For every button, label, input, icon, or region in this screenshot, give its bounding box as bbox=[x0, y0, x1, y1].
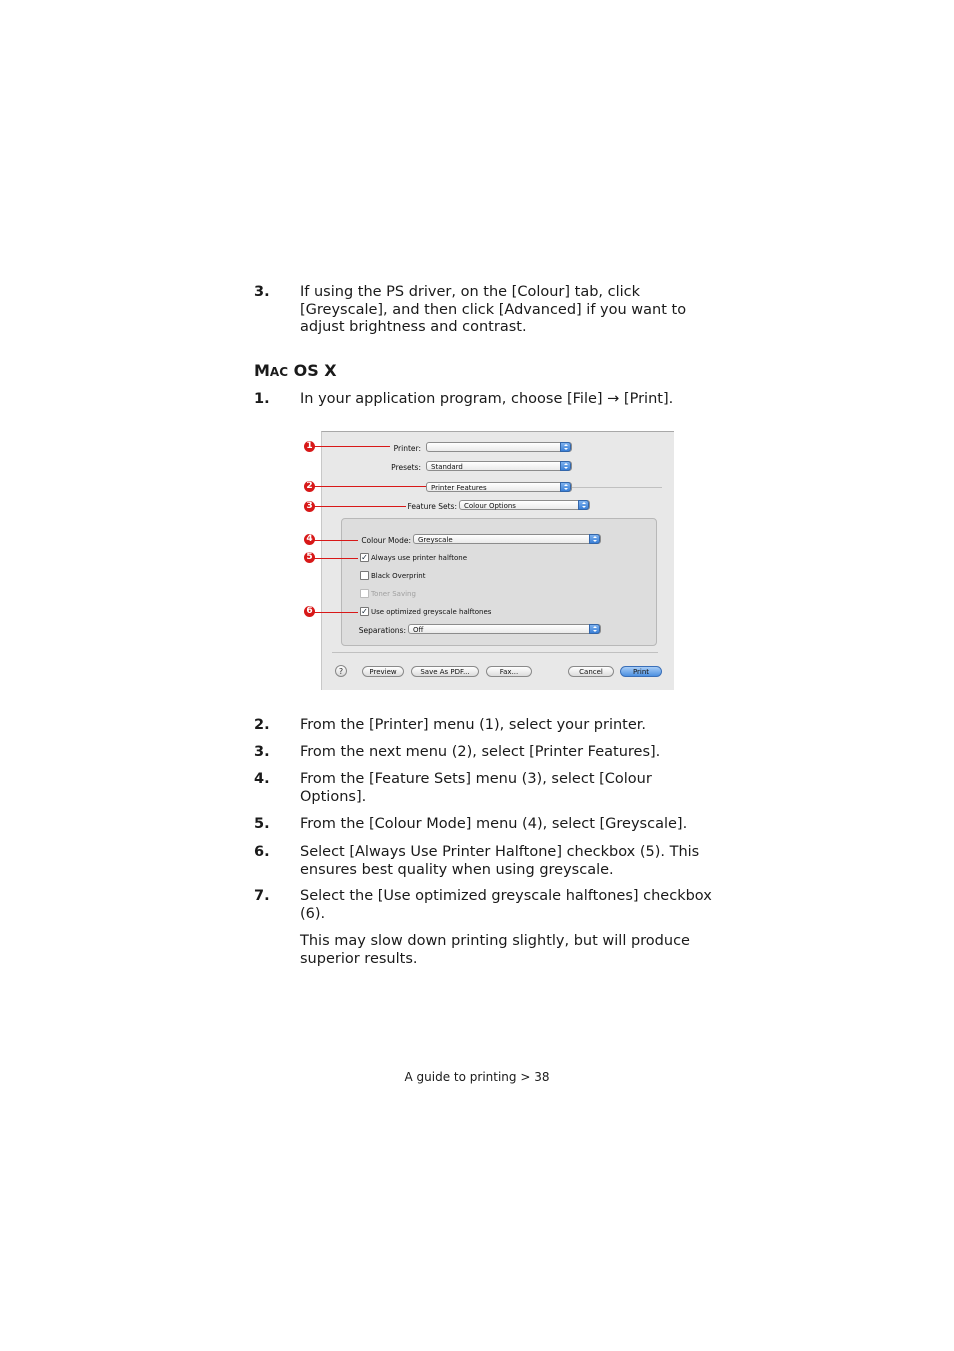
callout-3-icon: 3 bbox=[304, 501, 315, 512]
halftone-checkbox-label: Always use printer halftone bbox=[371, 554, 468, 562]
step-number: 3. bbox=[254, 284, 270, 300]
print-dialog-screenshot bbox=[321, 431, 674, 690]
cancel-button[interactable]: Cancel bbox=[568, 666, 614, 677]
feature-sets-label: Feature Sets: bbox=[407, 502, 457, 511]
page-footer: A guide to printing > 38 bbox=[404, 1070, 550, 1084]
panel-menu-popup[interactable]: Printer Features bbox=[426, 482, 572, 492]
preview-button[interactable]: Preview bbox=[362, 666, 404, 677]
callout-line bbox=[310, 612, 358, 613]
note-paragraph: This may slow down printing slightly, but will produce superior results. bbox=[300, 933, 690, 967]
colour-mode-popup[interactable]: Greyscale bbox=[413, 534, 601, 544]
colour-mode-label: Colour Mode: bbox=[361, 536, 411, 545]
toner-saving-label: Toner Saving bbox=[371, 590, 416, 598]
save-as-pdf-button[interactable]: Save As PDF... bbox=[411, 666, 479, 677]
callout-line bbox=[310, 558, 358, 559]
popup-arrows-icon bbox=[589, 534, 600, 544]
popup-arrows-icon bbox=[560, 482, 571, 492]
step-number: 2. bbox=[254, 717, 270, 733]
toner-saving-checkbox bbox=[360, 589, 369, 598]
step-text: From the next menu (2), select [Printer Features]. bbox=[300, 744, 661, 760]
callout-line bbox=[310, 506, 406, 507]
callout-line bbox=[310, 486, 426, 487]
step-text: From the [Colour Mode] menu (4), select [Greyscale]. bbox=[300, 816, 688, 832]
step-number: 3. bbox=[254, 744, 270, 760]
step-text: Select [Always Use Printer Halftone] checkbox (5). This ensures best quality when using greyscale. bbox=[300, 844, 700, 878]
step-text: From the [Printer] menu (1), select your printer. bbox=[300, 717, 647, 733]
step-text: Select the [Use optimized greyscale halftones] checkbox (6). bbox=[300, 888, 712, 922]
popup-arrows-icon bbox=[578, 500, 589, 510]
step-number: 7. bbox=[254, 888, 270, 904]
callout-6-icon: 6 bbox=[304, 606, 315, 617]
callout-4-icon: 4 bbox=[304, 534, 315, 545]
divider bbox=[332, 652, 658, 653]
step-text: If using the PS driver, on the [Colour] tab, click [Greyscale], and then click [Advanced] if you want to adjust brightness and contrast. bbox=[300, 284, 687, 335]
popup-arrows-icon bbox=[589, 624, 600, 634]
popup-arrows-icon bbox=[560, 442, 571, 452]
printer-label: Printer: bbox=[393, 444, 421, 453]
black-overprint-label: Black Overprint bbox=[371, 572, 426, 580]
step-text: In your application program, choose [File] → [Print]. bbox=[300, 391, 674, 407]
presets-popup[interactable]: Standard bbox=[426, 461, 572, 471]
step-number: 1. bbox=[254, 391, 270, 407]
callout-line bbox=[310, 446, 390, 447]
printer-popup[interactable] bbox=[426, 442, 572, 452]
step-number: 5. bbox=[254, 816, 270, 832]
print-button[interactable]: Print bbox=[620, 666, 662, 677]
separations-label: Separations: bbox=[358, 626, 406, 635]
fax-button[interactable]: Fax... bbox=[486, 666, 532, 677]
callout-2-icon: 2 bbox=[304, 481, 315, 492]
section-heading: MAC OS X bbox=[254, 361, 337, 380]
black-overprint-checkbox[interactable] bbox=[360, 571, 369, 580]
optimized-halftones-label: Use optimized greyscale halftones bbox=[371, 608, 492, 616]
halftone-checkbox[interactable]: ✓ bbox=[361, 553, 368, 562]
separations-popup[interactable]: Off bbox=[408, 624, 601, 634]
step-number: 6. bbox=[254, 844, 270, 860]
callout-5-icon: 5 bbox=[304, 552, 315, 563]
step-number: 4. bbox=[254, 771, 270, 787]
help-icon[interactable]: ? bbox=[335, 665, 347, 677]
popup-arrows-icon bbox=[560, 461, 571, 471]
optimized-halftones-checkbox[interactable]: ✓ bbox=[361, 607, 368, 616]
callout-1-icon: 1 bbox=[304, 441, 315, 452]
feature-sets-popup[interactable]: Colour Options bbox=[459, 500, 590, 510]
callout-line bbox=[310, 540, 358, 541]
presets-label: Presets: bbox=[391, 463, 421, 472]
step-text: From the [Feature Sets] menu (3), select [Colour Options]. bbox=[300, 771, 652, 805]
